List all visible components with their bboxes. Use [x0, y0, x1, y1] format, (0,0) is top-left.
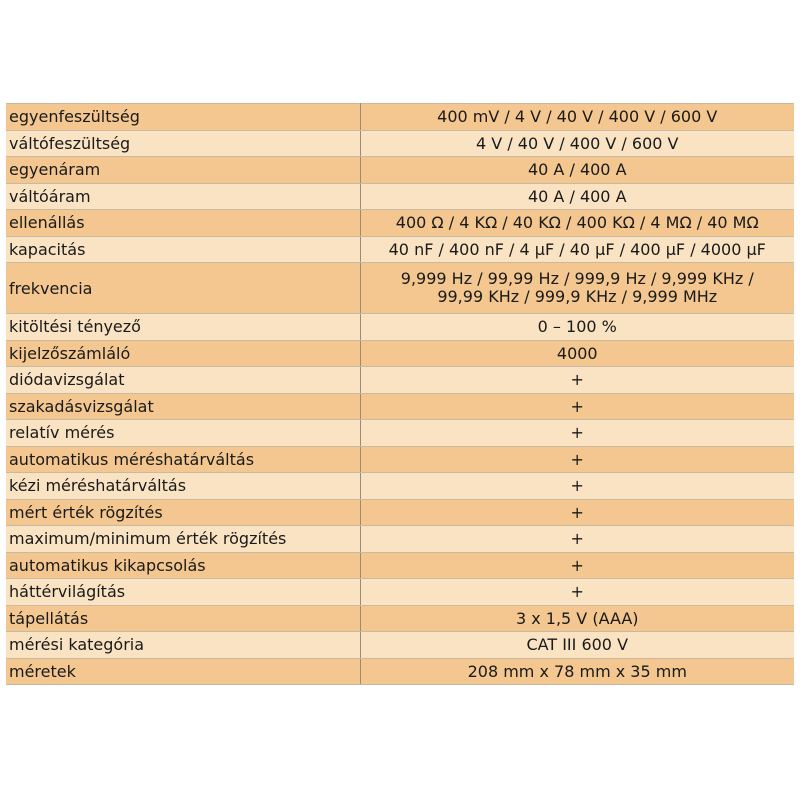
spec-label: automatikus méréshatárváltás	[6, 446, 360, 473]
spec-label: háttérvilágítás	[6, 579, 360, 606]
spec-row-capacitance	[6, 236, 794, 263]
spec-row-dimensions	[6, 658, 794, 685]
spec-label: ellenállás	[6, 210, 360, 237]
spec-value: 3 x 1,5 V (AAA)	[360, 605, 794, 632]
spec-label: kapacitás	[6, 236, 360, 263]
spec-value-line: 9,999 Hz / 99,99 Hz / 999,9 Hz / 9,999 KHz /	[400, 269, 754, 288]
spec-value: 4 V / 40 V / 400 V / 600 V	[360, 130, 794, 157]
spec-row-duty-cycle	[6, 314, 794, 341]
spec-value-line: 99,99 KHz / 999,9 KHz / 9,999 MHz	[437, 287, 718, 306]
spec-row-data-hold	[6, 499, 794, 526]
spec-value: 40 A / 400 A	[360, 157, 794, 184]
spec-row-display-count	[6, 340, 794, 367]
spec-value: +	[360, 420, 794, 447]
spec-table	[6, 103, 794, 685]
spec-row-frequency	[6, 263, 794, 314]
spec-value: +	[360, 446, 794, 473]
spec-value: 208 mm x 78 mm x 35 mm	[360, 658, 794, 685]
spec-row-manual-range	[6, 473, 794, 500]
spec-value: 400 mV / 4 V / 40 V / 400 V / 600 V	[360, 104, 794, 131]
spec-value: +	[360, 552, 794, 579]
spec-value: 40 nF / 400 nF / 4 µF / 40 µF / 400 µF / 4000 µF	[360, 236, 794, 263]
spec-value: CAT III 600 V	[360, 632, 794, 659]
spec-label: váltóáram	[6, 183, 360, 210]
spec-row-auto-power-off	[6, 552, 794, 579]
spec-label: méretek	[6, 658, 360, 685]
spec-row-max-min-hold	[6, 526, 794, 553]
spec-label: szakadásvizsgálat	[6, 393, 360, 420]
spec-row-diode-test	[6, 367, 794, 394]
spec-label: relatív mérés	[6, 420, 360, 447]
spec-label: kézi méréshatárváltás	[6, 473, 360, 500]
spec-label: kitöltési tényező	[6, 314, 360, 341]
spec-value: +	[360, 526, 794, 553]
spec-label: tápellátás	[6, 605, 360, 632]
spec-label: mért érték rögzítés	[6, 499, 360, 526]
spec-label: váltófeszültség	[6, 130, 360, 157]
spec-row-ac-current	[6, 183, 794, 210]
spec-value: +	[360, 367, 794, 394]
spec-row-resistance	[6, 210, 794, 237]
spec-label: kijelzőszámláló	[6, 340, 360, 367]
spec-row-relative-measurement	[6, 420, 794, 447]
spec-row-power-supply	[6, 605, 794, 632]
spec-label: automatikus kikapcsolás	[6, 552, 360, 579]
spec-row-dc-current	[6, 157, 794, 184]
spec-value: +	[360, 499, 794, 526]
spec-value: 0 – 100 %	[360, 314, 794, 341]
spec-value: 400 Ω / 4 KΩ / 40 KΩ / 400 KΩ / 4 MΩ / 40 MΩ	[360, 210, 794, 237]
spec-label: frekvencia	[6, 263, 360, 314]
spec-value: +	[360, 393, 794, 420]
spec-value: 40 A / 400 A	[360, 183, 794, 210]
spec-label: diódavizsgálat	[6, 367, 360, 394]
spec-value	[360, 263, 794, 314]
spec-label: mérési kategória	[6, 632, 360, 659]
spec-value: +	[360, 579, 794, 606]
spec-label: egyenfeszültség	[6, 104, 360, 131]
spec-row-backlight	[6, 579, 794, 606]
spec-value: +	[360, 473, 794, 500]
spec-row-measurement-category	[6, 632, 794, 659]
spec-row-dc-voltage	[6, 104, 794, 131]
spec-row-continuity-test	[6, 393, 794, 420]
spec-row-ac-voltage	[6, 130, 794, 157]
spec-label: maximum/minimum érték rögzítés	[6, 526, 360, 553]
spec-label: egyenáram	[6, 157, 360, 184]
spec-row-auto-range	[6, 446, 794, 473]
spec-value: 4000	[360, 340, 794, 367]
